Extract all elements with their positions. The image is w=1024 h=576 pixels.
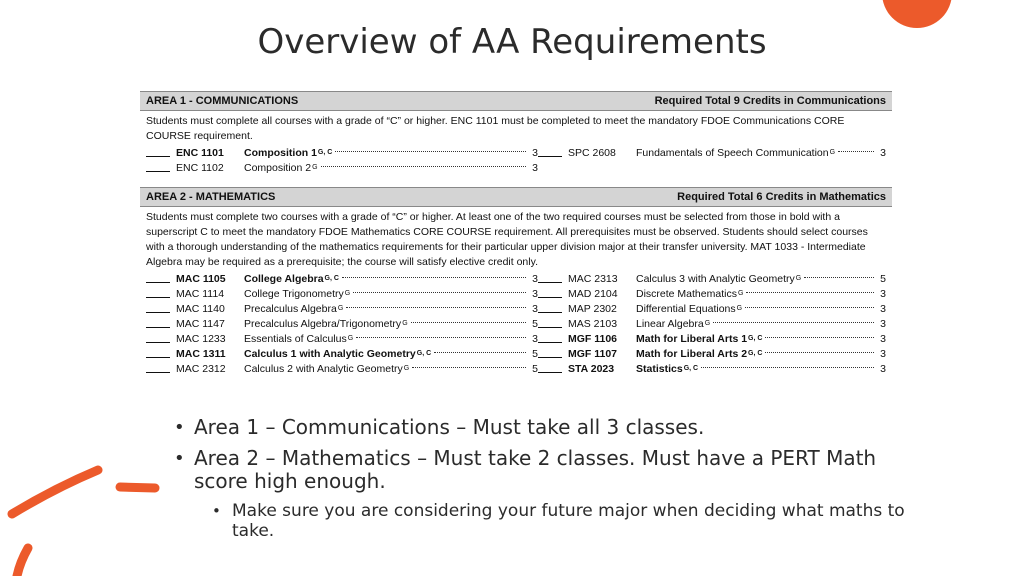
course-row — [146, 331, 538, 346]
course-superscript: G — [704, 320, 711, 327]
course-name — [636, 147, 876, 159]
course-superscript: G — [795, 275, 802, 282]
checkbox-blank — [146, 334, 170, 343]
course-name — [244, 303, 528, 315]
checkbox-blank — [538, 319, 562, 328]
area2-header — [140, 187, 892, 207]
course-row — [538, 286, 886, 301]
course-name — [636, 333, 876, 345]
checkbox-blank — [538, 364, 562, 373]
course-code: STA 2023 — [568, 362, 615, 375]
checkbox-blank — [146, 148, 170, 157]
course-credits: 3 — [880, 332, 886, 345]
checkbox-blank — [538, 349, 562, 358]
leader-dots — [321, 165, 526, 167]
course-row — [146, 145, 538, 160]
course-row — [146, 316, 538, 331]
course-superscript: G — [829, 149, 836, 156]
checkbox-blank — [538, 289, 562, 298]
area1-header — [140, 91, 892, 111]
course-code: MGF 1107 — [568, 347, 618, 360]
course-credits: 5 — [532, 347, 538, 360]
course-code: MAP 2302 — [568, 302, 617, 315]
course-title: Calculus 1 with Analytic Geometry — [244, 347, 416, 360]
area1-right-column — [538, 145, 886, 175]
course-code: ENC 1102 — [176, 161, 224, 174]
course-name — [244, 333, 528, 345]
area1-required: Required Total 9 Credits in Communications — [654, 95, 886, 107]
course-title: Precalculus Algebra — [244, 302, 337, 315]
course-title: College Algebra — [244, 272, 324, 285]
course-row — [146, 346, 538, 361]
sub-bullet-major: • Make sure you are considering your future major when deciding what maths to take. — [208, 501, 930, 541]
leader-dots — [412, 366, 526, 368]
checkbox-blank — [146, 349, 170, 358]
course-credits: 3 — [880, 362, 886, 375]
checkbox-blank — [538, 274, 562, 283]
course-row — [538, 301, 886, 316]
course-superscript: G, C — [748, 335, 763, 342]
checkbox-blank — [146, 364, 170, 373]
course-title: College Trigonometry — [244, 287, 344, 300]
course-title: Math for Liberal Arts 1 — [636, 332, 748, 345]
course-title: Fundamentals of Speech Communication — [636, 146, 829, 159]
course-code: MAC 1311 — [176, 347, 226, 360]
course-title: Composition 2 — [244, 161, 312, 174]
course-name — [244, 288, 528, 300]
course-superscript: G — [402, 320, 408, 327]
leader-dots — [804, 276, 874, 278]
area1-courses — [140, 145, 892, 175]
leader-dots — [838, 150, 874, 152]
area2-left-column — [146, 271, 538, 376]
leader-dots — [346, 306, 526, 308]
leader-dots — [745, 306, 874, 308]
course-credits: 3 — [880, 302, 886, 315]
course-name — [636, 273, 876, 285]
checkbox-blank — [146, 319, 170, 328]
course-code: MAC 1105 — [176, 272, 226, 285]
leader-dots — [411, 321, 526, 323]
course-superscript: G, C — [317, 149, 333, 156]
course-code: MAC 1147 — [176, 317, 225, 330]
course-credits: 5 — [532, 362, 538, 375]
bullet-area1: • Area 1 – Communications – Must take all 3 classes. — [170, 416, 930, 439]
course-code: MGF 1106 — [568, 332, 618, 345]
course-superscript: G, C — [748, 350, 763, 357]
area2-description: Students must complete two courses with a grade of “C” or higher. At least one of the two required courses must be selected from those in bold with a superscript C to meet the mandatory FDOE Mathematics CORE COURSE requirement. All prerequisites must be observed. Students should select courses with a thorough understanding of the mathematics requirements for their particular upper division major at their transfer university. MAT 1033 - Intermediate Algebra may be required as a prerequisite; the course will satisfy elective credit only. — [146, 211, 868, 268]
course-name — [244, 348, 528, 360]
course-credits: 3 — [532, 332, 538, 345]
checkbox-blank — [146, 274, 170, 283]
bullet-list — [170, 416, 930, 541]
leader-dots — [746, 291, 874, 293]
course-credits: 3 — [532, 272, 538, 285]
course-title: Differential Equations — [636, 302, 736, 315]
course-code: MAS 2103 — [568, 317, 618, 330]
checkbox-blank — [538, 304, 562, 313]
area1-left-column — [146, 145, 538, 175]
area2-heading: AREA 2 - MATHEMATICS — [146, 191, 276, 203]
course-title: Composition 1 — [244, 146, 317, 159]
course-title: Calculus 3 with Analytic Geometry — [636, 272, 795, 285]
course-code: MAC 1140 — [176, 302, 225, 315]
course-name — [636, 363, 876, 375]
page-title: Overview of AA Requirements — [257, 22, 767, 62]
leader-dots — [765, 351, 874, 353]
course-credits: 3 — [532, 146, 538, 159]
requirements-document — [140, 91, 892, 376]
course-row — [538, 331, 886, 346]
course-row — [146, 286, 538, 301]
course-row — [146, 301, 538, 316]
course-name — [244, 147, 528, 159]
course-name — [636, 348, 876, 360]
course-code: MAC 2313 — [568, 272, 618, 285]
course-name — [244, 162, 528, 174]
course-row — [146, 271, 538, 286]
course-superscript: G — [344, 290, 351, 297]
course-superscript: G, C — [416, 350, 432, 357]
course-row — [538, 271, 886, 286]
course-code: MAC 1114 — [176, 287, 225, 300]
leader-dots — [353, 291, 526, 293]
course-row — [538, 346, 886, 361]
course-credits: 3 — [880, 146, 886, 159]
course-title: Math for Liberal Arts 2 — [636, 347, 748, 360]
course-code: MAC 2312 — [176, 362, 226, 375]
course-credits: 5 — [532, 317, 538, 330]
course-superscript: G — [312, 164, 318, 171]
course-row — [538, 361, 886, 376]
area2-right-column — [538, 271, 886, 376]
area2-required: Required Total 6 Credits in Mathematics — [677, 191, 886, 203]
leader-dots — [356, 336, 526, 338]
leader-dots — [713, 321, 874, 323]
course-code: SPC 2608 — [568, 146, 616, 159]
checkbox-blank — [146, 289, 170, 298]
leader-dots — [434, 351, 526, 353]
course-row — [538, 145, 886, 160]
course-code: MAD 2104 — [568, 287, 618, 300]
course-name — [636, 288, 876, 300]
course-superscript: G — [736, 305, 743, 312]
course-superscript: G — [347, 335, 354, 342]
course-superscript: G, C — [324, 275, 339, 282]
course-superscript: G — [403, 365, 410, 372]
course-row — [146, 361, 538, 376]
checkbox-blank — [146, 304, 170, 313]
course-name — [636, 303, 876, 315]
course-superscript: G — [337, 305, 344, 312]
course-credits: 3 — [532, 161, 538, 174]
course-code: MAC 1233 — [176, 332, 226, 345]
course-superscript: G — [737, 290, 744, 297]
leader-dots — [342, 276, 526, 278]
course-credits: 3 — [880, 347, 886, 360]
course-credits: 3 — [532, 302, 538, 315]
course-name — [244, 318, 528, 330]
course-credits: 5 — [880, 272, 886, 285]
course-title: Essentials of Calculus — [244, 332, 347, 345]
leader-dots — [335, 150, 526, 152]
course-title: Calculus 2 with Analytic Geometry — [244, 362, 403, 375]
checkbox-blank — [538, 334, 562, 343]
area1-description: Students must complete all courses with a grade of “C” or higher. ENC 1101 must be completed to meet the mandatory FDOE Communications CORE COURSE requirement. — [146, 115, 845, 142]
area1-heading: AREA 1 - COMMUNICATIONS — [146, 95, 299, 107]
course-name — [244, 363, 528, 375]
course-title: Discrete Mathematics — [636, 287, 737, 300]
course-code: ENC 1101 — [176, 146, 224, 159]
course-name — [244, 273, 528, 285]
leader-dots — [701, 366, 874, 368]
area2-courses — [140, 271, 892, 376]
checkbox-blank — [538, 148, 562, 157]
leader-dots — [765, 336, 874, 338]
checkbox-blank — [146, 163, 170, 172]
course-credits: 3 — [532, 287, 538, 300]
course-credits: 3 — [880, 287, 886, 300]
course-title: Precalculus Algebra/Trigonometry — [244, 317, 402, 330]
course-superscript: G, C — [683, 365, 699, 372]
course-row — [146, 160, 538, 175]
course-row — [538, 316, 886, 331]
course-credits: 3 — [880, 317, 886, 330]
course-name — [636, 318, 876, 330]
course-title: Linear Algebra — [636, 317, 704, 330]
course-title: Statistics — [636, 362, 683, 375]
bullet-area2: • Area 2 – Mathematics – Must take 2 classes. Must have a PERT Math score high enough. — [170, 447, 930, 493]
